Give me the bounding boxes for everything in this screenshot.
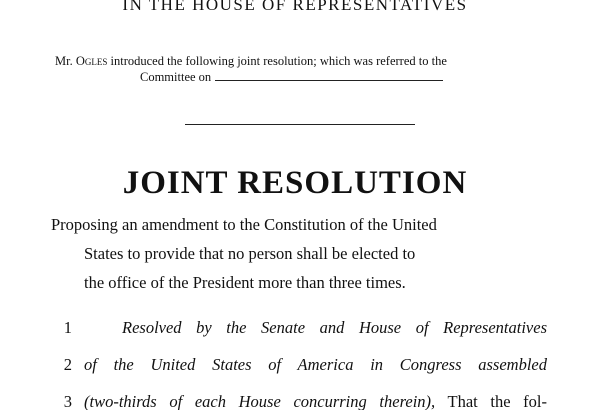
numbered-line — [0, 383, 590, 410]
line-number: 1 — [63, 318, 72, 337]
line-italic-text: (two-thirds of each House concurring therein), — [84, 392, 436, 410]
purpose-line: States to provide that no person shall be elected to — [84, 244, 416, 263]
line-number: 2 — [63, 355, 72, 374]
document-title: JOINT RESOLUTION — [122, 165, 468, 201]
line-text — [84, 346, 547, 383]
line-number: 3 — [63, 392, 72, 410]
purpose-line: the office of the President more than three times. — [84, 273, 406, 292]
line-roman-text: That the fol- — [435, 392, 548, 410]
line-italic-text: Resolved by the Senate and House of Representatives — [122, 318, 547, 337]
numbered-line — [0, 309, 590, 346]
purpose-statement — [51, 210, 546, 297]
separator-rule — [185, 124, 415, 125]
resolution-body — [0, 309, 590, 410]
numbered-line — [0, 346, 590, 383]
intro-text-line1: introduced the following joint resolution; which was referred to the — [107, 54, 447, 68]
purpose-line: Proposing an amendment to the Constitution of the United — [51, 215, 437, 234]
chamber-heading: IN THE HOUSE OF REPRESENTATIVES — [122, 0, 468, 14]
committee-label: Committee on — [140, 70, 212, 84]
line-text — [122, 309, 547, 346]
sponsor-prefix: Mr. — [55, 54, 76, 68]
introduction-statement — [55, 53, 545, 85]
committee-blank-line — [215, 71, 443, 81]
line-text — [84, 383, 547, 410]
line-italic-text: of the United States of America in Congress assembled — [84, 355, 547, 374]
intro-line2 — [55, 69, 545, 85]
sponsor-name: Ogles — [75, 54, 108, 68]
